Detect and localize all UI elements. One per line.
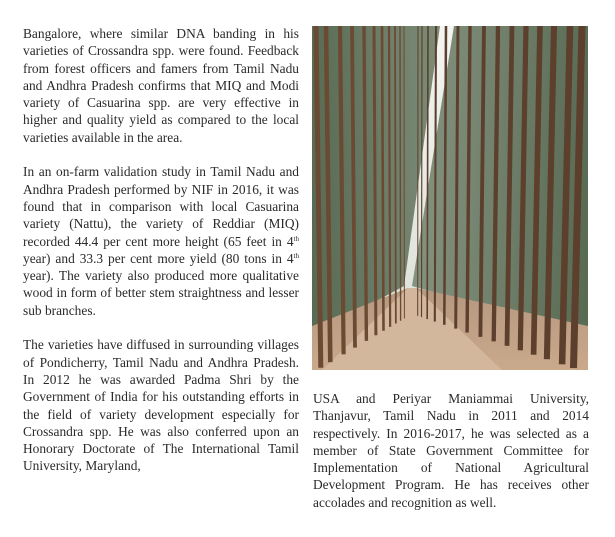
right-text-column [313, 390, 589, 528]
ordinal-suffix: th [293, 234, 299, 243]
tree-trunk [435, 26, 436, 322]
validation-text-part2: year) and 33.3 per cent more yield (80 tons in 4 [23, 250, 294, 266]
paragraph-dna-banding: Bangalore, where similar DNA banding in his varieties of Crossandra spp. were found. Feedback from forest officers and famers from Tamil Nadu and Andhra Pradesh confirms that MIQ and Modi variety of Casuarina spp. are very effective in higher and quality yield as compared to the local varieties available in the area. [23, 26, 299, 145]
paragraph-validation-study [23, 163, 299, 319]
tree-trunk [422, 26, 423, 317]
validation-text-part3: year). The variety also produced more qualitative wood in form of better stem straightness and lesser sub branches. [23, 268, 299, 318]
photo-illustration [312, 26, 588, 370]
tree-trunk [400, 26, 401, 321]
tree-trunk [374, 26, 376, 335]
tree-trunk [444, 26, 446, 325]
ordinal-suffix: th [293, 251, 299, 260]
tree-trunk [395, 26, 396, 324]
validation-text-part1: In an on-farm validation study in Tamil Nadu and Andhra Pradesh performed by NIF in 2016, it was found that in comparison with local Casuarina variety (Nattu), the variety of Reddiar (MIQ) recorded 44.4 per cent more height (65 feet in 4 [23, 164, 299, 249]
paragraph-honors: USA and Periyar Maniammai University, Thanjavur, Tamil Nadu in 2011 and 2014 respectively. In 2016-2017, he was selected as a member of State Government Committee for Implementation of National Agricultural Development Program. He has receives other accolades and recognition as well. [313, 391, 589, 510]
left-text-column [23, 25, 299, 492]
tree-trunk [382, 26, 384, 331]
paragraph-diffusion-awards: The varieties have diffused in surrounding villages of Pondicherry, Tamil Nadu and Andhra Pradesh. In 2012 he was awarded Padma Shri by the Government of India for his outstanding efforts in the field of variety development especially for Crossandra spp. He was also conferred upon an Honorary Doctorate of The International Tamil University, Maryland, [23, 337, 299, 474]
tree-trunk [427, 26, 428, 319]
casuarina-plantation-photo [312, 26, 588, 370]
tree-trunk [389, 26, 390, 327]
tree-trunk [364, 26, 366, 341]
